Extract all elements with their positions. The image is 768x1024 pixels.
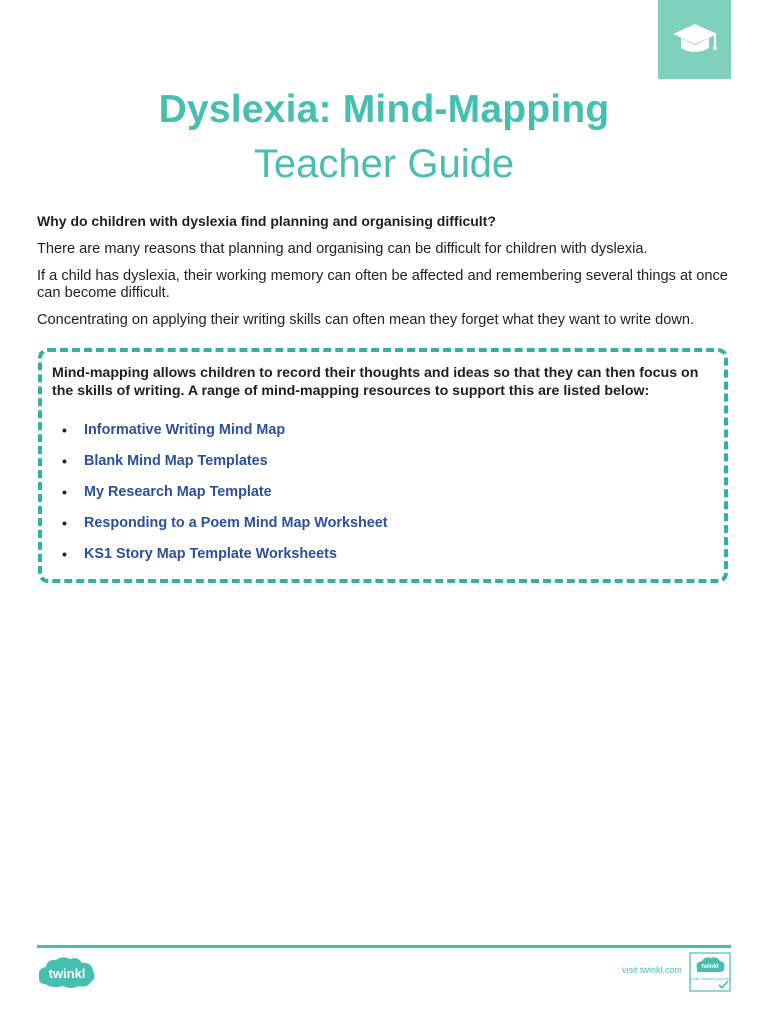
- graduation-cap-icon: [671, 20, 719, 60]
- badge-text: twinkl: [701, 964, 719, 970]
- bullet: •: [62, 452, 67, 469]
- paragraph: There are many reasons that planning and organising can be difficult for children with dyslexia.: [37, 241, 648, 257]
- resource-link-poem-mind-map[interactable]: Responding to a Poem Mind Map Worksheet: [84, 514, 388, 531]
- logo-text: twinkl: [48, 966, 86, 981]
- paragraph: If a child has dyslexia, their working memory can often be affected and remembering several things at once can become difficult.: [37, 268, 728, 301]
- list-item: [62, 507, 388, 538]
- resources-callout: [38, 348, 728, 583]
- badge-subtext: Quality Standard Approved: [689, 977, 731, 981]
- visit-link[interactable]: visit twinkl.com: [621, 965, 682, 975]
- resource-link-blank-mind-map[interactable]: Blank Mind Map Templates: [84, 452, 268, 469]
- resource-link-research-map[interactable]: My Research Map Template: [84, 483, 272, 500]
- list-item: [62, 414, 388, 445]
- paragraph: Concentrating on applying their writing skills can often mean they forget what they want to write down.: [37, 312, 695, 328]
- bullet: •: [62, 514, 67, 531]
- quality-standard-badge: [689, 952, 731, 992]
- list-item: [62, 445, 388, 476]
- callout-text: Mind-mapping allows children to record their thoughts and ideas so that they can then focus on the skills of writing. A range of mind-mapping resources to support this are listed below:: [52, 365, 699, 399]
- footer-divider: [37, 945, 731, 948]
- list-item: [62, 476, 388, 507]
- resource-list: [62, 414, 388, 569]
- bullet: •: [62, 483, 67, 500]
- bullet: •: [62, 545, 67, 562]
- twinkl-logo[interactable]: [37, 954, 97, 990]
- list-item: [62, 538, 388, 569]
- bullet: •: [62, 421, 67, 438]
- page-title: Dyslexia: Mind-Mapping: [158, 88, 610, 131]
- intro-section: [37, 213, 737, 339]
- resource-link-story-map[interactable]: KS1 Story Map Template Worksheets: [84, 545, 337, 562]
- page-subtitle: Teacher Guide: [253, 142, 515, 186]
- corner-badge: [658, 0, 731, 79]
- resource-link-informative-writing[interactable]: Informative Writing Mind Map: [84, 421, 286, 438]
- question-heading: Why do children with dyslexia find planning and organising difficult?: [37, 213, 496, 229]
